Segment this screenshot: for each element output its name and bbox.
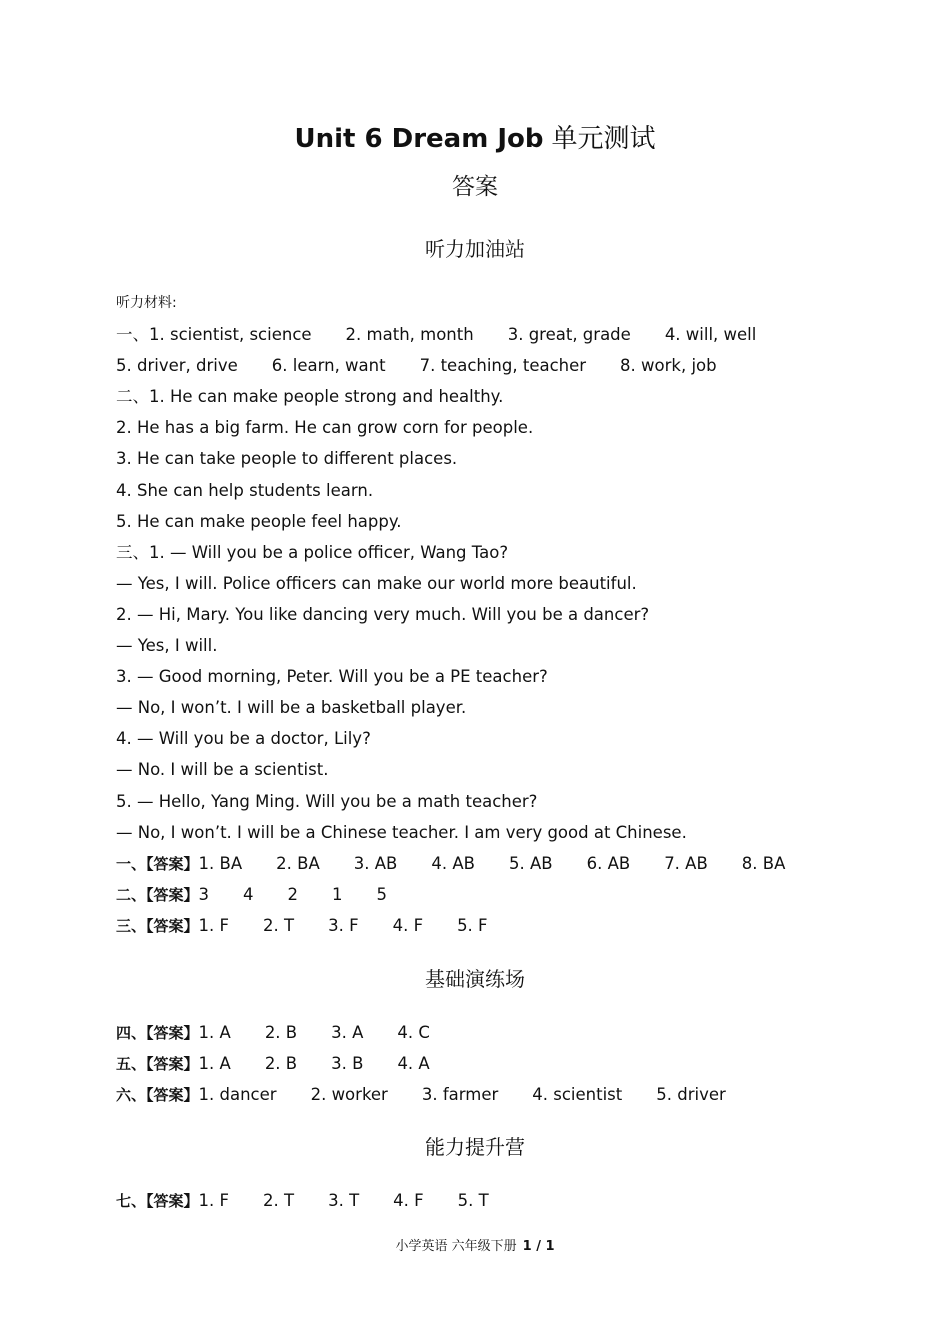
script-line: 4. She can help students learn.: [116, 480, 374, 500]
answer-tag: 【答案】: [146, 1192, 199, 1210]
answer-item: 5. T: [457, 1191, 489, 1210]
basics-block: [116, 1017, 876, 1110]
answer-item: 5. AB: [508, 853, 553, 873]
answer-item: 2: [287, 884, 299, 904]
answer-row-2: [116, 879, 876, 910]
section-heading-basics: 基础演练场: [425, 967, 525, 991]
answer-item: 1. BA: [198, 853, 243, 873]
script-line-text: 1. — Will you be a police officer, Wang Tao?: [149, 542, 509, 562]
ability-block: [116, 1185, 876, 1216]
section-heading-listening: 听力加油站: [425, 237, 525, 261]
word-pair: 7. teaching, teacher: [419, 356, 587, 376]
answer-item: 2. T: [263, 1191, 295, 1210]
part-prefix: 二、: [116, 387, 149, 407]
answer-tag: 【答案】: [146, 1024, 199, 1042]
answer-tag: 【答案】: [146, 854, 199, 873]
script-line: [116, 381, 876, 412]
answer-item: 4. scientist: [532, 1085, 623, 1105]
word-pair: 6. learn, want: [271, 356, 386, 376]
answer-item: 3: [198, 884, 210, 904]
answer-item: 5: [376, 884, 388, 904]
answer-item: 4. C: [397, 1023, 430, 1042]
answer-item: 1. F: [198, 1191, 230, 1210]
script-part1-row2: [116, 350, 876, 381]
answer-item: 1: [332, 884, 343, 904]
part-prefix: 三、: [116, 542, 149, 562]
word-pair: 3. great, grade: [507, 325, 631, 345]
answer-item: 7. AB: [664, 853, 708, 873]
listening-block: [116, 288, 876, 941]
script-line: 3. — Good morning, Peter. Will you be a PE teacher?: [116, 667, 548, 687]
answer-item: 4. F: [393, 1191, 424, 1210]
answer-item: 4. F: [392, 915, 424, 935]
script-part1-row1: [116, 319, 876, 350]
answer-item: 1. A: [198, 1054, 231, 1074]
answer-item: 5. F: [457, 915, 488, 935]
answer-prefix: 三、: [116, 916, 147, 935]
answer-prefix: 一、: [116, 854, 147, 873]
script-line: — Yes, I will. Police officers can make our world more beautiful.: [116, 573, 637, 593]
answer-row-5: [116, 1048, 876, 1079]
answer-item: 6. AB: [586, 853, 631, 873]
script-line: 2. He has a big farm. He can grow corn for people.: [116, 418, 534, 438]
answer-item: 1. A: [198, 1023, 231, 1042]
answer-row-7: [116, 1185, 876, 1216]
page-number: 1 / 1: [522, 1239, 555, 1254]
answer-item: 4. AB: [431, 853, 475, 873]
answer-row-3: [116, 910, 876, 941]
answer-item: 3. AB: [353, 853, 398, 873]
footer-label: 小学英语 六年级下册: [395, 1239, 517, 1254]
script-line-text: 1. He can make people strong and healthy.: [149, 387, 504, 407]
answer-row-6: [116, 1079, 876, 1110]
answer-item: 3. farmer: [421, 1085, 499, 1105]
script-line: — No, I won’t. I will be a Chinese teacher. I am very good at Chinese.: [116, 822, 687, 842]
script-line: 2. — Hi, Mary. You like dancing very much. Will you be a dancer?: [116, 604, 650, 624]
answer-tag: 【答案】: [146, 1055, 199, 1074]
answer-prefix: 四、: [116, 1024, 147, 1042]
section-heading-ability: 能力提升营: [425, 1135, 525, 1159]
answer-row-1: [116, 848, 876, 879]
answer-item: 2. T: [263, 915, 295, 935]
word-pair: 2. math, month: [345, 325, 474, 345]
answer-item: 3. B: [331, 1054, 364, 1074]
word-pair: 4. will, well: [664, 325, 757, 345]
answer-item: 4. A: [397, 1054, 430, 1074]
page-subtitle: 答案: [452, 174, 498, 200]
answer-item: 3. A: [331, 1023, 364, 1042]
title-en: Unit 6 Dream Job: [294, 124, 544, 154]
answer-row-4: [116, 1017, 876, 1048]
script-line: 4. — Will you be a doctor, Lily?: [116, 729, 371, 749]
answer-tag: 【答案】: [146, 885, 199, 904]
answer-item: 4: [243, 884, 254, 904]
answer-prefix: 七、: [116, 1192, 147, 1210]
answer-prefix: 二、: [116, 885, 147, 904]
page-title: [0, 120, 950, 158]
script-line: — Yes, I will.: [116, 636, 218, 656]
word-pair: 8. work, job: [620, 356, 717, 376]
answer-item: 1. F: [198, 915, 230, 935]
script-line: 5. He can make people feel happy.: [116, 511, 402, 531]
answer-item: 2. B: [264, 1023, 298, 1042]
title-cn: 单元测试: [551, 124, 656, 154]
answer-item: 3. F: [328, 915, 359, 935]
script-line: [116, 537, 876, 568]
script-line: — No, I won’t. I will be a basketball player.: [116, 698, 467, 718]
answer-item: 2. BA: [276, 853, 320, 873]
script-line: 3. He can take people to different places.: [116, 449, 458, 469]
script-line: — No. I will be a scientist.: [116, 760, 329, 780]
answer-item: 8. BA: [741, 853, 786, 873]
answer-item: 1. dancer: [198, 1085, 277, 1105]
answer-prefix: 五、: [116, 1055, 147, 1074]
word-pair: 5. driver, drive: [116, 356, 238, 376]
answer-item: 3. T: [328, 1191, 360, 1210]
answer-prefix: 六、: [116, 1086, 147, 1105]
answer-item: 5. driver: [656, 1085, 726, 1105]
answer-tag: 【答案】: [146, 916, 199, 935]
answer-item: 2. B: [264, 1054, 298, 1074]
listening-label: 听力材料:: [116, 295, 177, 311]
word-pair: 1. scientist, science: [149, 325, 312, 345]
answer-tag: 【答案】: [146, 1086, 199, 1105]
page-footer: [0, 1237, 950, 1257]
part-prefix: 一、: [116, 325, 149, 345]
script-line: 5. — Hello, Yang Ming. Will you be a math teacher?: [116, 791, 538, 811]
answer-item: 2. worker: [310, 1085, 388, 1105]
